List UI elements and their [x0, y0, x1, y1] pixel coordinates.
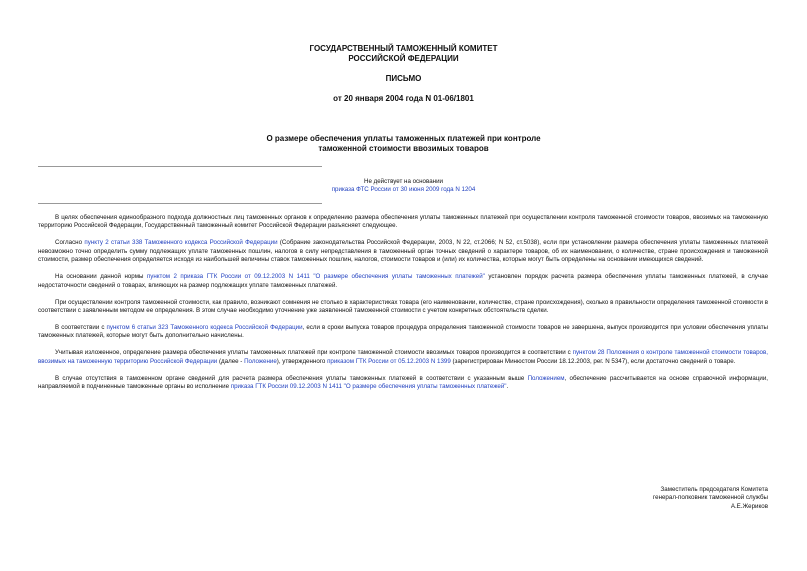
paragraph-text: (зарегистрирован Минюстом России 18.12.2003, рег. N 5347), если достаточно сведений о товаре. — [450, 357, 736, 365]
document-type: ПИСЬМО — [385, 74, 422, 83]
paragraph-1: В целях обеспечения единообразного подхода должностных лиц таможенных органов к определению размера обеспечения уплаты таможенных платежей при осуществлении контроля таможенной стоимости товаров, ввозимых на таможенную территорию Российской Федерации, Государственный таможенный комитет Российской Федерации разъясняет следующее. — [38, 214, 768, 230]
paragraph-text: , если в сроки выпуска товаров процедура определения таможенной стоимости товаров не завершена, выпуск производится при условии обеспечения уплаты таможенных платежей, которые могут быть дополнительно начислены. — [38, 324, 768, 340]
link-order-1411[interactable]: пунктом 2 приказа ГТК России от 09.12.2003 N 1411 "О размере обеспечения уплаты таможенных платежей" — [146, 273, 485, 281]
status-link[interactable]: приказа ФТС России от 30 июня 2009 года N 1204 — [331, 186, 476, 194]
paragraph-text: Учитывая изложенное, определение размера обеспечения уплаты таможенных платежей при контроле таможенной стоимости ввозимых товаров производится в соответствии с — [55, 349, 573, 357]
link-regulation[interactable]: Положение — [244, 357, 277, 365]
link-order-1399[interactable]: приказом ГТК России от 05.12.2003 N 1399 — [327, 357, 451, 365]
document-subject — [0, 134, 807, 154]
paragraph-3 — [38, 273, 768, 290]
paragraph-text: В случае отсутствия в таможенном органе сведений для расчета размера обеспечения уплаты таможенных платежей в соответствии с указанным выше — [55, 374, 528, 382]
paragraph-text: На основании данной нормы — [55, 273, 147, 281]
paragraph-7 — [38, 375, 768, 392]
subject-line1: О размере обеспечения уплаты таможенных платежей при контроле — [266, 134, 541, 143]
paragraph-text: (Собрание законодательства Российской Федерации, 2003, N 22, ст.2066; N 52, ст.5038), если при установлении размера обеспечения уплаты таможенных платежей невозможно точно определить сумму подлежащих уплате таможенных пошлин, налогов в силу непредставления в таможенный орган точных сведений о характере товаров, об их наименовании, о количестве, стране происхождения и таможенной стоимости, размер обеспечения определяется исходя из наибольшей величины ставок таможенных пошлин, налогов, стоимости товаров и (или) их количества, которые могут быть определены на основании имеющихся сведений. — [38, 239, 768, 264]
paragraph-2 — [38, 239, 768, 264]
divider-bottom — [38, 203, 322, 204]
paragraph-text: Согласно — [55, 239, 85, 247]
org-name-line2: РОССИЙСКОЙ ФЕДЕРАЦИИ — [348, 54, 459, 63]
signature-name: А.Е.Жериков — [730, 502, 768, 510]
status-text: Не действует на основании — [364, 178, 443, 185]
paragraph-4: При осуществлении контроля таможенной стоимости, как правило, возникают сомнения не столько в характеристиках товара (его наименовании, количестве, стране происхождения), сколько в правильности определения таможенной стоимости в соответствии с заявленным методом ее определения. В этом случае необходимо уточнение уже заявленной таможенной стоимости с учетом конкретных обстоятельств сделки. — [38, 298, 768, 315]
link-regulation-2[interactable]: Положением — [527, 374, 565, 382]
link-tk-article-323[interactable]: пунктом 6 статьи 323 Таможенного кодекса Российской Федерации — [106, 324, 303, 332]
divider-top — [38, 166, 322, 167]
link-regulation-p28[interactable]: пунктом 28 Положения о контроле таможенной стоимости товаров, ввозимых на таможенную территорию Российской Федерации — [38, 349, 768, 365]
status-note — [300, 178, 507, 195]
link-order-1411-2[interactable]: приказа ГТК России 09.12.2003 N 1411 "О размере обеспечения уплаты таможенных платежей" — [230, 383, 507, 391]
org-name-line1: ГОСУДАРСТВЕННЫЙ ТАМОЖЕННЫЙ КОМИТЕТ — [309, 44, 498, 53]
document-header — [0, 44, 807, 104]
document-body — [38, 214, 768, 400]
paragraph-text: В соответствии с — [55, 324, 107, 332]
paragraph-text: (далее - — [217, 357, 245, 365]
paragraph-text: ), утвержденного — [276, 357, 328, 365]
signature-rank: генерал-полковник таможенной службы — [653, 494, 768, 502]
paragraph-text: установлен порядок расчета размера обеспечения уплаты таможенных платежей, в случае недостаточности сведений о товарах, влияющих на размер подлежащих уплате таможенных платежей. — [38, 273, 769, 289]
paragraph-text: . — [506, 383, 509, 391]
subject-line2: таможенной стоимости ввозимых товаров — [318, 144, 489, 153]
document-date: от 20 января 2004 года N 01-06/1801 — [333, 94, 474, 103]
signature-block — [653, 486, 768, 511]
signature-position: Заместитель председателя Комитета — [660, 486, 768, 493]
paragraph-5 — [38, 324, 768, 341]
paragraph-text: , обеспечение рассчитывается на основе справочной информации, направляемой в подчиненные таможенные органы во исполнение — [38, 374, 768, 391]
paragraph-6 — [38, 349, 768, 366]
link-tk-article-338[interactable]: пункту 2 статьи 338 Таможенного кодекса Российской Федерации — [84, 239, 278, 247]
